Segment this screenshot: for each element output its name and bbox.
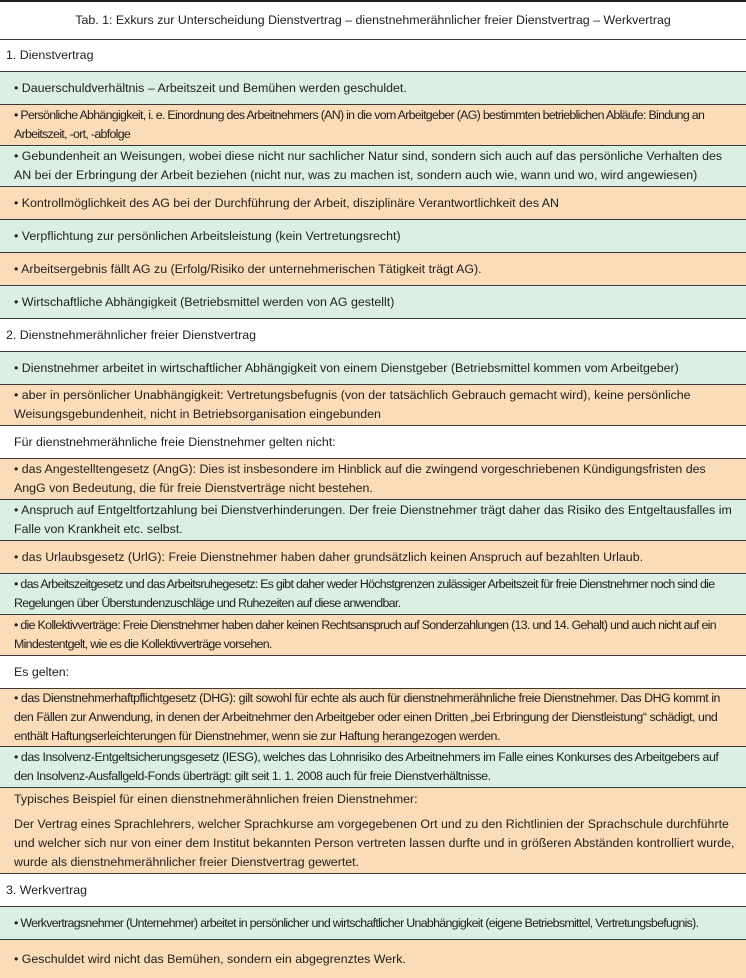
list-item: • das Dienstnehmerhaftpflichtgesetz (DHG): gilt sowohl für echte als auch für dienstnehmerähnliche freie Dienstnehmer. Das DHG kommt in den Fällen zur Anwendung, in denen der Arbeitnehmer den Arbeitgeber oder einen Dritten „bei Erbringung der Dienstleistung“ schädigt, und enthält Haftungserleichterungen für Dienstnehmer, wenn sie zur Haftung herangezogen werden. xyxy=(0,689,746,747)
example-text: Der Vertrag eines Sprachlehrers, welcher Sprachkurse am vorgegebenen Ort und zu den Richtlinien der Sprachschule durchführte und welcher sich nur von einer dem Institut bekannten Person vertreten lassen durfte und in größeren Abständen kontrolliert wurde, wurde als dienstnehmerähnlicher freier Dienstvertrag gewertet. xyxy=(14,817,735,869)
list-item: • das Insolvenz-Entgeltsicherungsgesetz (IESG), welches das Lohnrisiko des Arbeitnehmers im Falle eines Konkurses des Arbeitgebers auf den Insolvenz-Ausfallgeld-Fonds überträgt: gilt seit 1. 1. 2008 auch für freie Dienstverhältnisse. xyxy=(0,747,746,788)
list-item: • Geschuldet wird nicht das Bemühen, sondern ein abgegrenztes Werk. xyxy=(0,940,746,978)
list-item: • das Urlaubsgesetz (UrlG): Freie Dienstnehmer haben daher grundsätzlich keinen Anspruch auf bezahlten Urlaub. xyxy=(0,541,746,574)
table-title: Tab. 1: Exkurs zur Unterscheidung Dienstvertrag – dienstnehmerähnlicher freier Dienstvertrag – Werkvertrag xyxy=(0,2,746,40)
list-item: • das Angestelltengesetz (AngG): Dies ist insbesondere im Hinblick auf die zwingend vorgeschriebenen Kündigungsfristen des AngG von Bedeutung, die für freie Dienstverträge nicht bestehen. xyxy=(0,459,746,500)
list-item: • Wirtschaftliche Abhängigkeit (Betriebsmittel werden von AG gestellt) xyxy=(0,286,746,319)
example-box xyxy=(0,788,746,874)
list-item: • Dienstnehmer arbeitet in wirtschaftlicher Abhängigkeit von einem Dienstgeber (Betriebsmittel kommen vom Arbeitgeber) xyxy=(0,352,746,385)
section-heading-werkvertrag: 3. Werkvertrag xyxy=(0,874,746,907)
list-item: • Verpflichtung zur persönlichen Arbeitsleistung (kein Vertretungsrecht) xyxy=(0,220,746,253)
list-item: • aber in persönlicher Unabhängigkeit: Vertretungsbefugnis (von der tatsächlich Gebrauch gemacht wird), keine persönliche Weisungsgebundenheit, nicht in Betriebsorganisation eingebunden xyxy=(0,385,746,426)
list-item: • das Arbeitszeitgesetz und das Arbeitsruhegesetz: Es gibt daher weder Höchstgrenzen zulässiger Arbeitszeit für freie Dienstnehmer noch sind die Regelungen über Überstundenzuschläge und Ruhezeiten auf diese anwendbar. xyxy=(0,574,746,615)
list-item: • Werkvertragsnehmer (Unternehmer) arbeitet in persönlicher und wirtschaftlicher Unabhängigkeit (eigene Betriebsmittel, Vertretungsbefugnis). xyxy=(0,907,746,940)
list-item: • Arbeitsergebnis fällt AG zu (Erfolg/Risiko der unternehmerischen Tätigkeit trägt AG). xyxy=(0,253,746,286)
list-item: • Persönliche Abhängigkeit, i. e. Einordnung des Arbeitnehmers (AN) in die vom Arbeitgeber (AG) bestimmten betrieblichen Abläufe: Bindung an Arbeitszeit, -ort, -abfolge xyxy=(0,105,746,146)
list-item: • Dauerschuldverhältnis – Arbeitszeit und Bemühen werden geschuldet. xyxy=(0,72,746,105)
list-item: • die Kollektivverträge: Freie Dienstnehmer haben daher keinen Rechtsanspruch auf Sonderzahlungen (13. und 14. Gehalt) und auch nicht auf ein Mindestentgelt, wie es die Kollektivverträge vorsehen. xyxy=(0,615,746,656)
list-item: • Gebundenheit an Weisungen, wobei diese nicht nur sachlicher Natur sind, sondern sich auch auf das persönliche Verhalten des AN bei der Erbringung der Arbeit beziehen (nicht nur, was zu machen ist, sondern auch wie, wann und wo, wird angewiesen) xyxy=(0,146,746,187)
list-item: • Anspruch auf Entgeltfortzahlung bei Dienstverhinderungen. Der freie Dienstnehmer trägt daher das Risiko des Entgeltausfalles im Falle von Krankheit etc. selbst. xyxy=(0,500,746,541)
list-item: • Kontrollmöglichkeit des AG bei der Durchführung der Arbeit, disziplinäre Verantwortlichkeit des AN xyxy=(0,187,746,220)
subheading-not-apply: Für dienstnehmerähnliche freie Dienstnehmer gelten nicht: xyxy=(0,426,746,459)
example-heading: Typisches Beispiel für einen dienstnehmerähnlichen freien Dienstnehmer: xyxy=(14,792,418,806)
section-heading-dienstvertrag: 1. Dienstvertrag xyxy=(0,40,746,72)
subheading-apply: Es gelten: xyxy=(0,656,746,689)
section-heading-freier-dienstvertrag: 2. Dienstnehmerähnlicher freier Dienstvertrag xyxy=(0,319,746,352)
